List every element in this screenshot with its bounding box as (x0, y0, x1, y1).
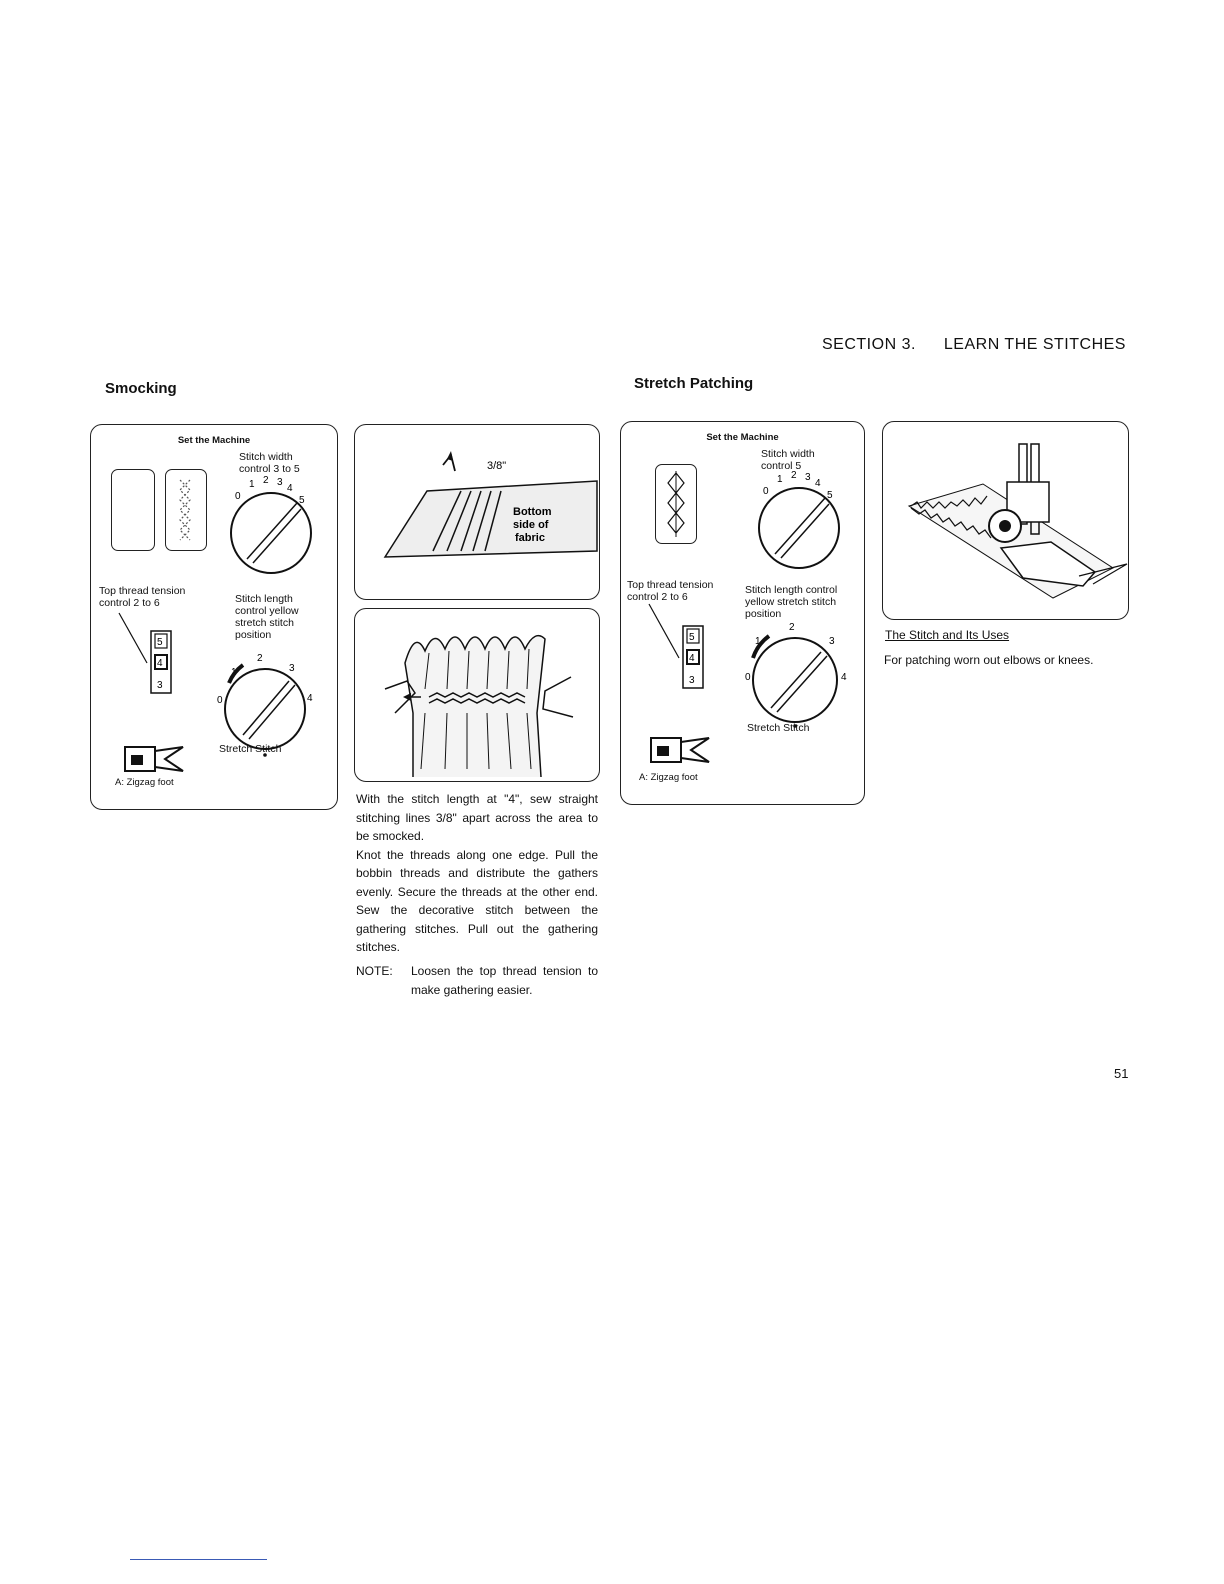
pattern-window-blank (111, 469, 155, 551)
section-number: SECTION 3. (822, 336, 916, 353)
pattern-window-smocking (165, 469, 207, 551)
svg-text:4: 4 (157, 658, 163, 669)
svg-text:4: 4 (815, 478, 821, 489)
section-header (822, 336, 1126, 354)
tension-control-icon (111, 605, 181, 695)
dial-number: 1 (249, 479, 255, 490)
instruction-paragraph: With the stitch length at "4", sew straight stitching lines 3/8" apart across the area to be smocked. (356, 792, 598, 843)
svg-text:1: 1 (231, 667, 237, 678)
stretch-patching-title: Stretch Patching (634, 375, 754, 392)
uses-title: The Stitch and Its Uses (885, 628, 1010, 642)
svg-text:1: 1 (777, 474, 783, 485)
svg-text:3: 3 (829, 636, 835, 647)
dial-number: 0 (235, 491, 241, 502)
right-hand-icon (543, 677, 573, 717)
instruction-paragraph: Knot the threads along one edge. Pull the bobbin threads and distribute the gathers evenly. Secure the threads at the other end. Sew the decorative stitch between the gathering stitches. Pull out the gathering stitches. (356, 847, 598, 954)
measure-label: 3/8" (487, 460, 507, 472)
foot-label: A: Zigzag foot (639, 772, 698, 783)
stitch-width-dial (227, 473, 317, 573)
stretch-stitch-label: Stretch Stitch (219, 743, 282, 755)
svg-text:0: 0 (763, 486, 769, 497)
svg-text:3: 3 (289, 663, 295, 674)
stitch-length-label: Stitch length control yellow stretch stitch position (745, 584, 838, 620)
smocking-title: Smocking (105, 380, 177, 397)
footer-divider (130, 1559, 267, 1560)
svg-text:side of: side of (513, 519, 549, 531)
set-machine-label: Set the Machine (177, 435, 251, 446)
svg-text:4: 4 (841, 672, 847, 683)
tension-label: Top thread tension control 2 to 6 (627, 579, 714, 603)
set-machine-label: Set the Machine (706, 432, 779, 443)
stretch-stitch-pattern-icon (656, 465, 696, 543)
stitch-width-dial (755, 468, 845, 568)
svg-text:0: 0 (745, 672, 751, 683)
svg-text:5: 5 (689, 632, 695, 643)
svg-text:4: 4 (689, 653, 695, 664)
foot-label: A: Zigzag foot (115, 777, 174, 788)
dial-number: 2 (263, 475, 269, 486)
smocking-gathers-figure (354, 608, 600, 782)
svg-text:2: 2 (789, 622, 795, 633)
svg-text:0: 0 (217, 695, 223, 706)
uses-text: For patching worn out elbows or knees. (884, 653, 1094, 667)
stretch-patching-settings-panel (620, 421, 865, 805)
smocked-fabric-illustration (355, 609, 599, 781)
stretch-stitch-label: Stretch Stitch (747, 722, 810, 734)
page-number: 51 (1114, 1066, 1129, 1081)
svg-text:1: 1 (755, 636, 761, 647)
stretch-patching-figure (882, 421, 1129, 620)
pattern-window-stretch (655, 464, 697, 544)
sewing-machine-foot-illustration (883, 422, 1128, 619)
note-text: Loosen the top thread tension to make gathering easier. (411, 964, 598, 997)
smocking-stitching-figure (354, 424, 600, 600)
note-label: NOTE: (356, 964, 393, 978)
svg-text:fabric: fabric (515, 532, 545, 544)
svg-text:3: 3 (157, 680, 163, 691)
svg-text:Bottom: Bottom (513, 506, 552, 518)
dial-number: 5 (299, 495, 305, 506)
svg-text:2: 2 (257, 653, 263, 664)
smocking-instructions (356, 790, 598, 957)
stitch-length-dial (209, 645, 319, 755)
svg-text:5: 5 (827, 490, 833, 501)
dial-number: 4 (287, 483, 293, 494)
dial-number: 3 (277, 477, 283, 488)
smocking-note (356, 962, 598, 999)
svg-text:4: 4 (307, 693, 313, 704)
section-title: LEARN THE STITCHES (943, 336, 1126, 353)
svg-text:2: 2 (791, 470, 797, 481)
zigzag-foot-icon (123, 743, 193, 779)
stitch-length-dial (735, 618, 851, 728)
svg-text:3: 3 (689, 675, 695, 686)
svg-text:3: 3 (805, 472, 811, 483)
tension-label: Top thread tension control 2 to 6 (99, 585, 186, 609)
smocking-stitch-pattern-icon (166, 470, 206, 550)
stitch-width-label: Stitch width control 3 to 5 (239, 451, 300, 475)
smocking-settings-panel (90, 424, 338, 810)
tension-control-icon (643, 596, 713, 692)
stitch-length-label: Stitch length control yellow stretch stitch position (235, 593, 299, 641)
fabric-stitching-illustration (355, 425, 599, 599)
zigzag-foot-icon (649, 734, 719, 770)
stitch-width-label: Stitch width control 5 (761, 448, 815, 472)
svg-text:5: 5 (157, 637, 163, 648)
